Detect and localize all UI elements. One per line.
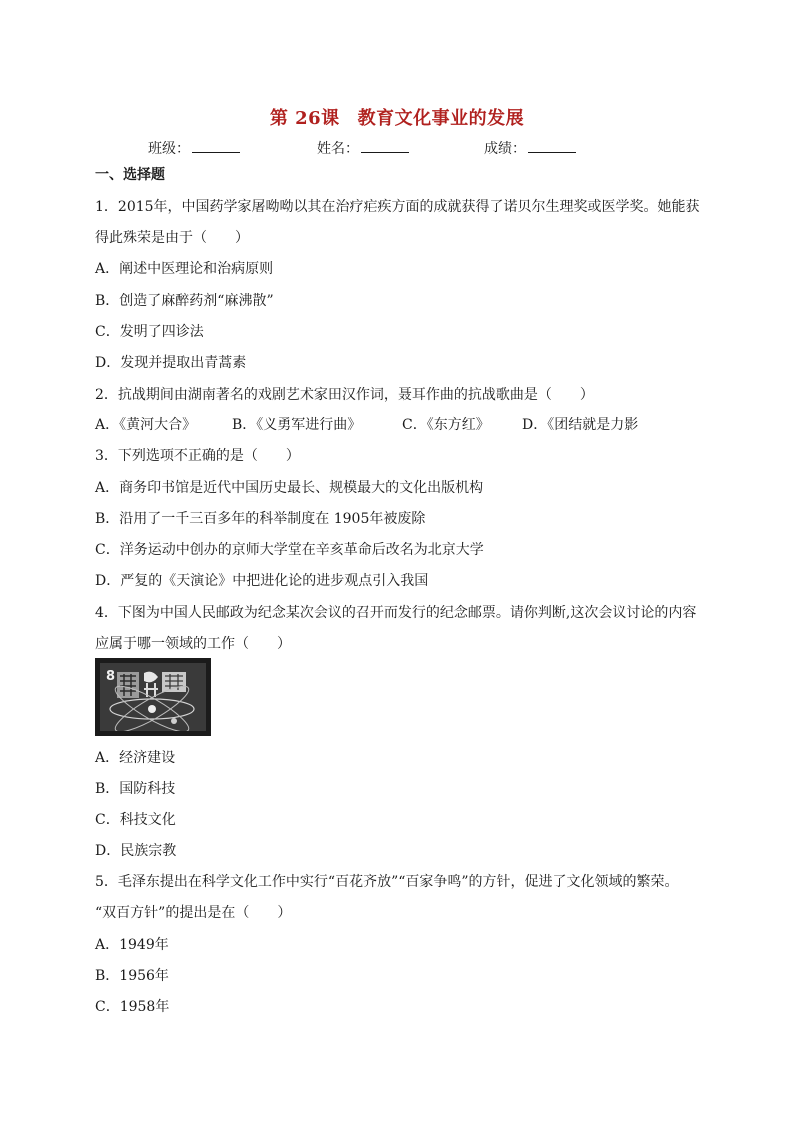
- score-label: 成绩：: [484, 141, 526, 157]
- score-field: [484, 138, 576, 158]
- class-label: 班级：: [148, 141, 190, 157]
- section-heading: 一、选择题: [95, 167, 165, 183]
- q1-option-a: A．阐述中医理论和治病原则: [95, 261, 274, 277]
- q5-option-b: B．1956年: [95, 968, 169, 984]
- stamp-denomination: 8: [106, 669, 116, 684]
- q3-option-a: A．商务印书馆是近代中国历史最长、规模最大的文化出版机构: [95, 480, 484, 496]
- q4-option-c: C．科技文化: [95, 812, 176, 828]
- class-field: [148, 138, 240, 158]
- q1-stem-line2: 得此殊荣是由于（ ）: [95, 230, 249, 246]
- score-blank[interactable]: [528, 140, 576, 153]
- q5-option-c: C．1958年: [95, 999, 170, 1015]
- q2-option-b: B．《义勇军进行曲》: [232, 417, 362, 433]
- lesson-number: 第 26课: [269, 108, 340, 129]
- q3-option-c: C．洋务运动中创办的京师大学堂在辛亥革命后改名为北京大学: [95, 542, 484, 558]
- q5-stem-line1: 5．毛泽东提出在科学文化工作中实行“百花齐放”“百家争鸣”的方针，促进了文化领域的繁荣。: [95, 874, 679, 890]
- q4-option-a: A．经济建设: [95, 750, 176, 766]
- q2-option-c: C．《东方红》: [402, 417, 490, 433]
- q2-stem: 2．抗战期间由湖南著名的戏剧艺术家田汉作词，聂耳作曲的抗战歌曲是（ ）: [95, 387, 594, 403]
- q1-option-c: C．发明了四诊法: [95, 324, 204, 340]
- q4-option-b: B．国防科技: [95, 781, 176, 797]
- q3-option-b: B．沿用了一千三百多年的科举制度在 1905年被废除: [95, 511, 426, 527]
- page-title: [0, 104, 794, 130]
- q3-stem: 3．下列选项不正确的是（ ）: [95, 448, 300, 464]
- q4-option-d: D．民族宗教: [95, 843, 177, 859]
- q5-stem-line2: “双百方针”的提出是在（ ）: [95, 905, 292, 921]
- q2-option-a: A．《黄河大合》: [95, 417, 197, 433]
- q3-option-d: D．严复的《天演论》中把进化论的进步观点引入我国: [95, 573, 429, 589]
- name-label: 姓名：: [317, 141, 359, 157]
- q4-stem-line1: 4．下图为中国人民邮政为纪念某次会议的召开而发行的纪念邮票。请你判断,这次会议讨论的内容: [95, 605, 697, 621]
- q1-stem-line1: 1．2015年，中国药学家屠呦呦以其在治疗疟疾方面的成就获得了诺贝尔生理奖或医学奖。她能获: [95, 199, 700, 215]
- class-blank[interactable]: [192, 140, 240, 153]
- name-field: [317, 138, 409, 158]
- lesson-name: 教育文化事业的发展: [357, 108, 525, 129]
- q1-option-d: D．发现并提取出青蒿素: [95, 355, 247, 371]
- q1-option-b: B．创造了麻醉药剂“麻沸散”: [95, 293, 274, 309]
- q2-option-d: D．《团结就是力影: [522, 417, 639, 433]
- q5-option-a: A．1949年: [95, 937, 169, 953]
- name-blank[interactable]: [361, 140, 409, 153]
- q4-stem-line2: 应属于哪一领域的工作（ ）: [95, 636, 291, 652]
- commemorative-stamp-image: [95, 658, 211, 736]
